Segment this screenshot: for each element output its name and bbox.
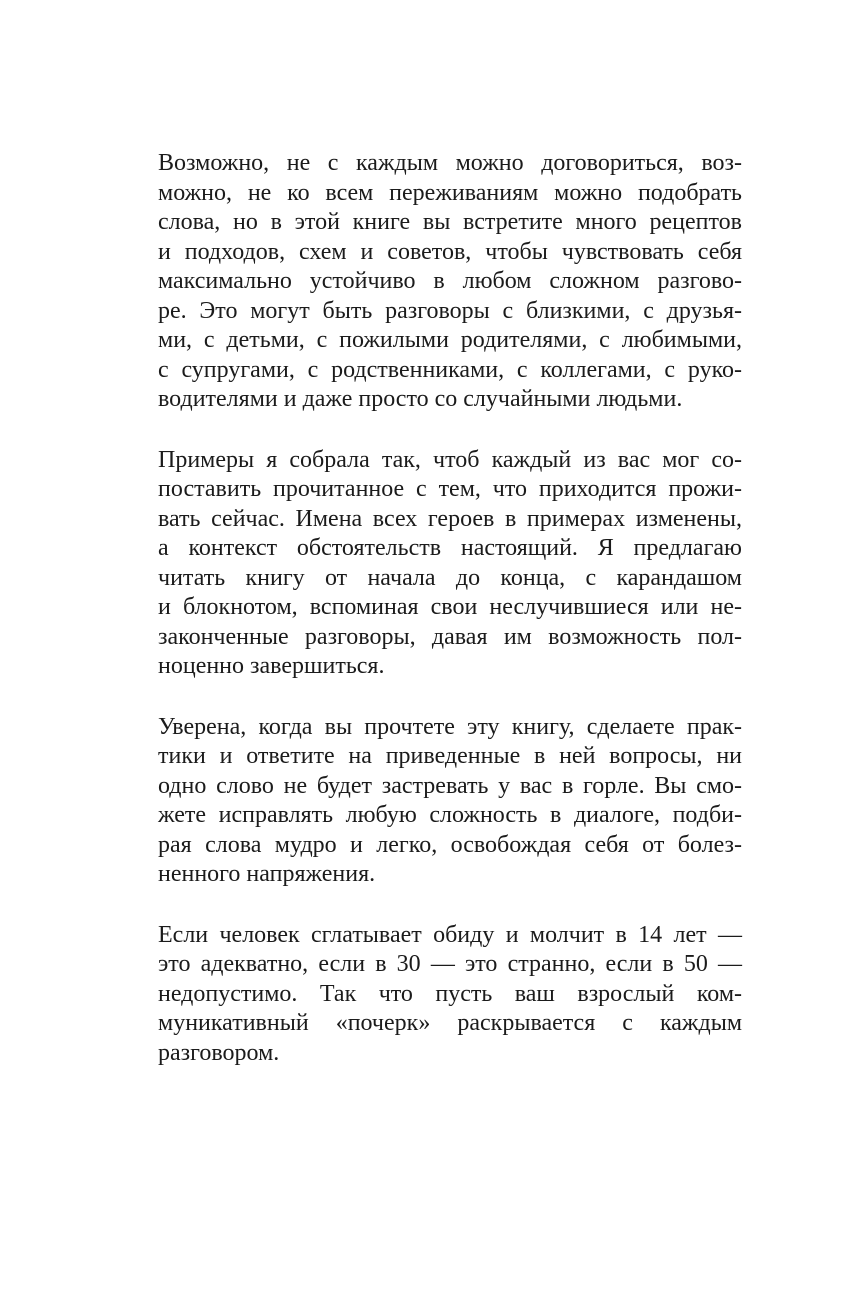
paragraph <box>158 149 742 415</box>
text-line: рая слова мудро и легко, освобождая себя от болез- <box>158 831 742 858</box>
text-line: ненного напряжения. <box>158 861 376 887</box>
text-line: ноценно завершиться. <box>158 653 385 679</box>
text-line: недопустимо. Так что пусть ваш взрослый ком- <box>158 980 742 1007</box>
paragraph <box>158 446 742 682</box>
text-line: одно слово не будет застревать у вас в горле. Вы смо- <box>158 772 742 799</box>
paragraph <box>158 921 742 1069</box>
text-line: и подходов, схем и советов, чтобы чувствовать себя <box>158 238 742 265</box>
text-line: Уверена, когда вы прочтете эту книгу, сделаете прак- <box>158 713 742 740</box>
text-line: можно, не ко всем переживаниям можно подобрать <box>158 179 742 206</box>
paragraph <box>158 713 742 890</box>
text-line: водителями и даже просто со случайными людьми. <box>158 386 683 412</box>
text-line: поставить прочитанное с тем, что приходится прожи- <box>158 476 742 502</box>
text-line: читать книгу от начала до конца, с карандашом <box>158 564 742 591</box>
text-line: вать сейчас. Имена всех героев в примерах изменены, <box>158 505 742 532</box>
text-line: и блокнотом, вспоминая свои неслучившиеся или не- <box>158 594 742 620</box>
text-block <box>158 149 742 1068</box>
text-line: законченные разговоры, давая им возможность пол- <box>158 623 742 650</box>
text-line: это адекватно, если в 30 — это странно, если в 50 — <box>158 951 742 977</box>
text-line: максимально устойчиво в любом сложном разгово- <box>158 268 742 294</box>
text-line: муникативный «почерк» раскрывается с каждым <box>158 1010 742 1036</box>
text-line: Примеры я собрала так, чтоб каждый из вас мог со- <box>158 446 742 473</box>
text-line: а контекст обстоятельств настоящий. Я предлагаю <box>158 535 742 561</box>
text-line: жете исправлять любую сложность в диалоге, подби- <box>158 802 742 828</box>
text-line: Возможно, не с каждым можно договориться, воз- <box>158 150 742 176</box>
text-line: с супругами, с родственниками, с коллегами, с руко- <box>158 356 742 383</box>
text-line: разговором. <box>158 1039 280 1066</box>
text-line: тики и ответите на приведенные в ней вопросы, ни <box>158 743 742 769</box>
text-line: ми, с детьми, с пожилыми родителями, с любимыми, <box>158 327 742 353</box>
text-line: Если человек сглатывает обиду и молчит в 14 лет — <box>158 921 742 948</box>
text-line: слова, но в этой книге вы встретите много рецептов <box>158 209 742 235</box>
text-line: ре. Это могут быть разговоры с близкими, с друзья- <box>158 297 742 324</box>
